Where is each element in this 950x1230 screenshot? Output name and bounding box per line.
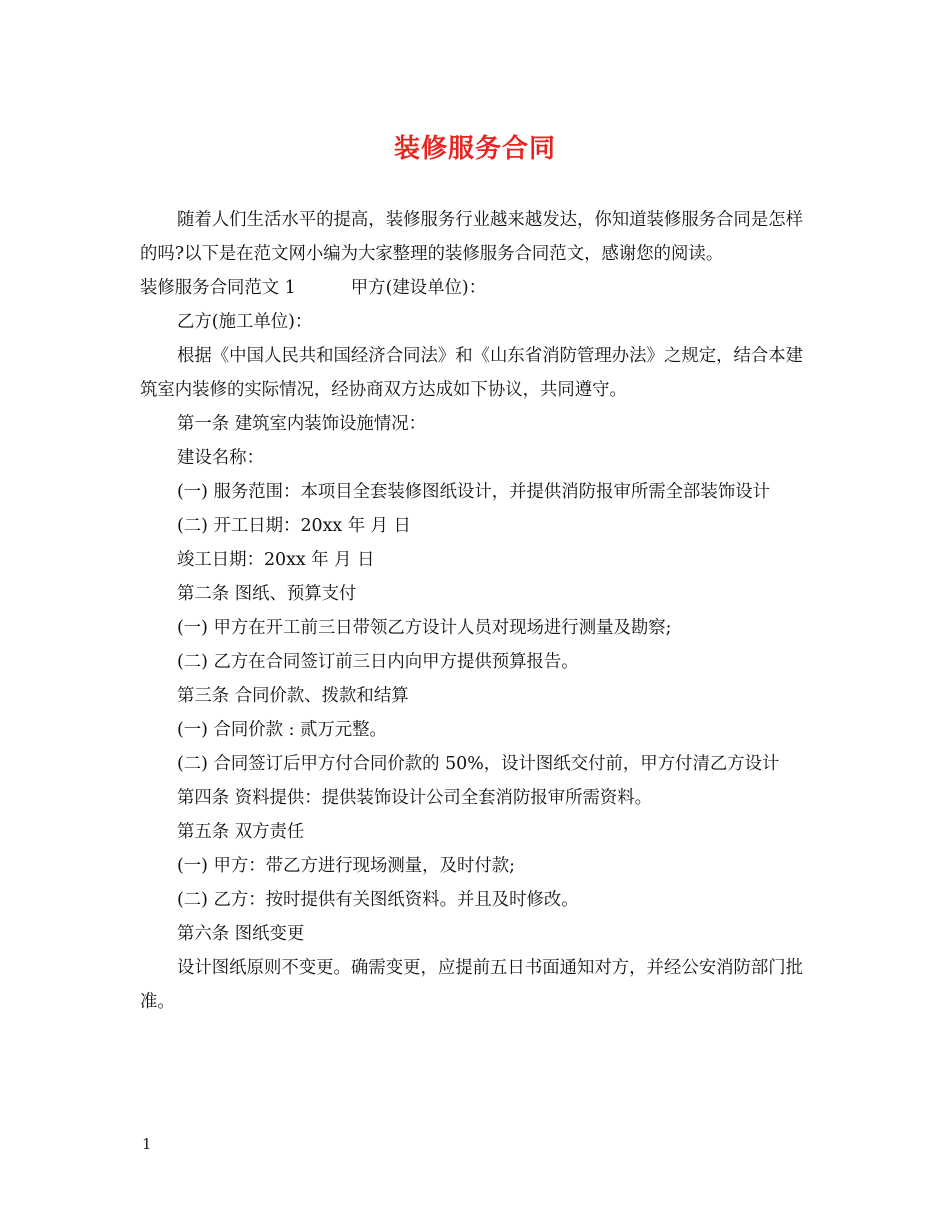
article-3-item-2: (二) 合同签订后甲方付合同价款的 50%，设计图纸交付前，甲方付清乙方设计 <box>177 754 780 774</box>
service-scope-item: (一) 服务范围：本项目全套装修图纸设计，并提供消防报审所需全部装饰设计 <box>177 482 770 502</box>
sample-label: 装修服务合同范文 1 <box>140 278 296 298</box>
article-3-item-1: (一) 合同价款 : 贰万元整。 <box>177 720 387 740</box>
article-2-item-2: (二) 乙方在合同签订前三日内向甲方提供预算报告。 <box>177 652 579 672</box>
article-5-item-2: (二) 乙方：按时提供有关图纸资料。并且及时修改。 <box>177 890 579 910</box>
article-3-heading: 第三条 合同价款、拨款和结算 <box>177 686 409 706</box>
article-2-item-1: (一) 甲方在开工前三日带领乙方设计人员对现场进行测量及勘察; <box>177 618 672 638</box>
completion-date-item: 竣工日期：20xx 年 月 日 <box>177 550 375 570</box>
article-2-heading: 第二条 图纸、预算支付 <box>177 584 357 604</box>
article-5-heading: 第五条 双方责任 <box>177 822 305 842</box>
document-title: 装修服务合同 <box>393 134 556 164</box>
project-name-label: 建设名称： <box>177 448 264 468</box>
start-date-item: (二) 开工日期：20xx 年 月 日 <box>177 516 411 536</box>
article-4-paragraph: 第四条 资料提供：提供装饰设计公司全套消防报审所需资料。 <box>177 788 653 808</box>
party-b-label: 乙方(施工单位)： <box>177 312 313 332</box>
article-5-item-1: (一) 甲方：带乙方进行现场测量，及时付款; <box>177 856 515 876</box>
contract-body <box>140 203 812 1019</box>
sample-party-a-line <box>140 271 812 305</box>
article-6-heading: 第六条 图纸变更 <box>177 924 305 944</box>
article-1-heading: 第一条 建筑室内装饰设施情况： <box>177 414 426 434</box>
basis-paragraph: 根据《中国人民共和国经济合同法》和《山东省消防管理办法》之规定，结合本建筑室内装修的实际情况，经协商双方达成如下协议，共同遵守。 <box>140 346 804 400</box>
intro-paragraph: 随着人们生活水平的提高，装修服务行业越来越发达，你知道装修服务合同是怎样的吗?以下是在范文网小编为大家整理的装修服务合同范文，感谢您的阅读。 <box>140 210 804 264</box>
page-number: 1 <box>142 1135 152 1153</box>
party-a-label: 甲方(建设单位)： <box>350 278 487 298</box>
article-6-body: 设计图纸原则不变更。确需变更，应提前五日书面通知对方，并经公安消防部门批准。 <box>140 958 804 1012</box>
